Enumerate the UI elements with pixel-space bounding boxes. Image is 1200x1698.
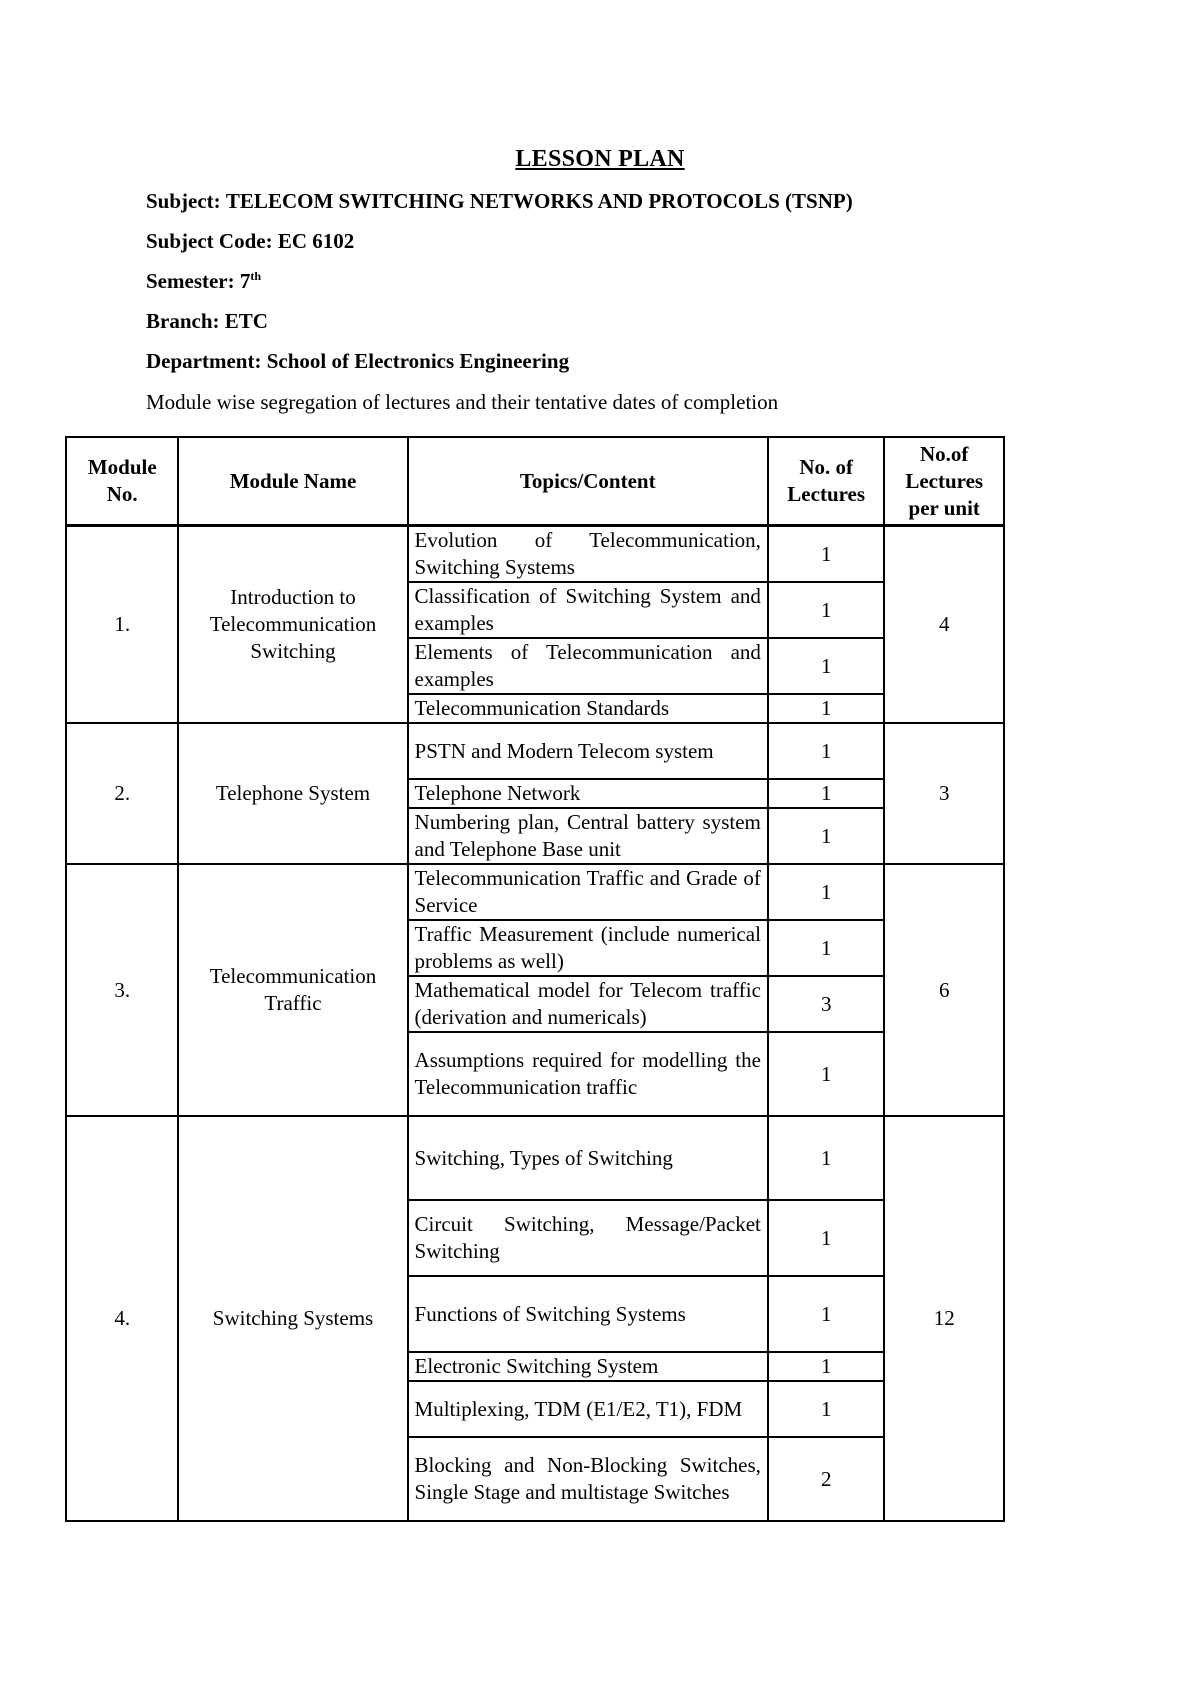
lecture-count: 2 <box>768 1437 885 1521</box>
semester-suffix: th <box>250 269 262 283</box>
lecture-count: 1 <box>768 638 885 694</box>
lecture-count: 1 <box>768 582 885 638</box>
lecture-count: 1 <box>768 1116 885 1200</box>
column-header: Topics/Content <box>408 437 768 526</box>
lecture-count: 1 <box>768 1276 885 1352</box>
semester-value: 7 <box>239 269 251 293</box>
column-header: Module Name <box>178 437 407 526</box>
lecture-count: 1 <box>768 1200 885 1276</box>
department-value: School of Electronics Engineering <box>266 349 570 373</box>
semester-label: Semester: <box>146 269 235 293</box>
topic-content: Telecommunication Standards <box>408 694 768 723</box>
subject-label: Subject: <box>146 189 221 213</box>
table-header-row <box>66 437 1004 526</box>
topic-content: Functions of Switching Systems <box>408 1276 768 1352</box>
topic-content: Switching, Types of Switching <box>408 1116 768 1200</box>
module-number: 4. <box>66 1116 178 1521</box>
lesson-plan-table <box>65 436 1005 1522</box>
topic-content: Mathematical model for Telecom traffic (derivation and numericals) <box>408 976 768 1032</box>
lecture-count: 1 <box>768 1032 885 1116</box>
topic-content: Electronic Switching System <box>408 1352 768 1381</box>
branch-value: ETC <box>224 309 268 333</box>
table-body <box>66 526 1004 1522</box>
topic-content: PSTN and Modern Telecom system <box>408 723 768 779</box>
intro-text: Module wise segregation of lectures and their tentative dates of completion <box>146 390 779 414</box>
topic-content: Numbering plan, Central battery system and Telephone Base unit <box>408 808 768 864</box>
module-number: 3. <box>66 864 178 1116</box>
table-row <box>66 864 1004 920</box>
module-name: Introduction to Telecommunication Switching <box>178 526 407 724</box>
topic-content: Telecommunication Traffic and Grade of Service <box>408 864 768 920</box>
topic-content: Evolution of Telecommunication, Switching Systems <box>408 526 768 583</box>
table-row <box>66 526 1004 583</box>
module-name: Telecommunication Traffic <box>178 864 407 1116</box>
lectures-per-unit: 4 <box>884 526 1004 724</box>
branch-label: Branch: <box>146 309 220 333</box>
lecture-count: 1 <box>768 920 885 976</box>
lecture-count: 1 <box>768 808 885 864</box>
column-header: Module No. <box>66 437 178 526</box>
lecture-count: 1 <box>768 779 885 808</box>
column-header: No.of Lectures per unit <box>884 437 1004 526</box>
lecture-count: 1 <box>768 526 885 583</box>
topic-content: Multiplexing, TDM (E1/E2, T1), FDM <box>408 1381 768 1437</box>
lectures-per-unit: 3 <box>884 723 1004 864</box>
lecture-count: 3 <box>768 976 885 1032</box>
module-number: 1. <box>66 526 178 724</box>
department-label: Department: <box>146 349 262 373</box>
topic-content: Traffic Measurement (include numerical problems as well) <box>408 920 768 976</box>
column-header: No. of Lectures <box>768 437 885 526</box>
topic-content: Classification of Switching System and examples <box>408 582 768 638</box>
topic-content: Circuit Switching, Message/Packet Switching <box>408 1200 768 1276</box>
page-title: LESSON PLAN <box>515 146 685 172</box>
table-row <box>66 1116 1004 1200</box>
lectures-per-unit: 12 <box>884 1116 1004 1521</box>
lectures-per-unit: 6 <box>884 864 1004 1116</box>
lecture-count: 1 <box>768 694 885 723</box>
topic-content: Telephone Network <box>408 779 768 808</box>
semester-line <box>146 269 261 294</box>
branch-line <box>146 309 268 334</box>
subject-code-value: EC 6102 <box>277 229 355 253</box>
module-number: 2. <box>66 723 178 864</box>
topic-content: Blocking and Non-Blocking Switches, Single Stage and multistage Switches <box>408 1437 768 1521</box>
topic-content: Assumptions required for modelling the Telecommunication traffic <box>408 1032 768 1116</box>
lecture-count: 1 <box>768 1381 885 1437</box>
subject-code-label: Subject Code: <box>146 229 273 253</box>
module-name: Telephone System <box>178 723 407 864</box>
department-line <box>146 349 569 374</box>
subject-line <box>146 189 853 214</box>
subject-code-line <box>146 229 354 254</box>
lecture-count: 1 <box>768 864 885 920</box>
lecture-count: 1 <box>768 723 885 779</box>
subject-value: TELECOM SWITCHING NETWORKS AND PROTOCOLS (TSNP) <box>225 189 853 213</box>
lecture-count: 1 <box>768 1352 885 1381</box>
module-name: Switching Systems <box>178 1116 407 1521</box>
table-row <box>66 723 1004 779</box>
topic-content: Elements of Telecommunication and examples <box>408 638 768 694</box>
